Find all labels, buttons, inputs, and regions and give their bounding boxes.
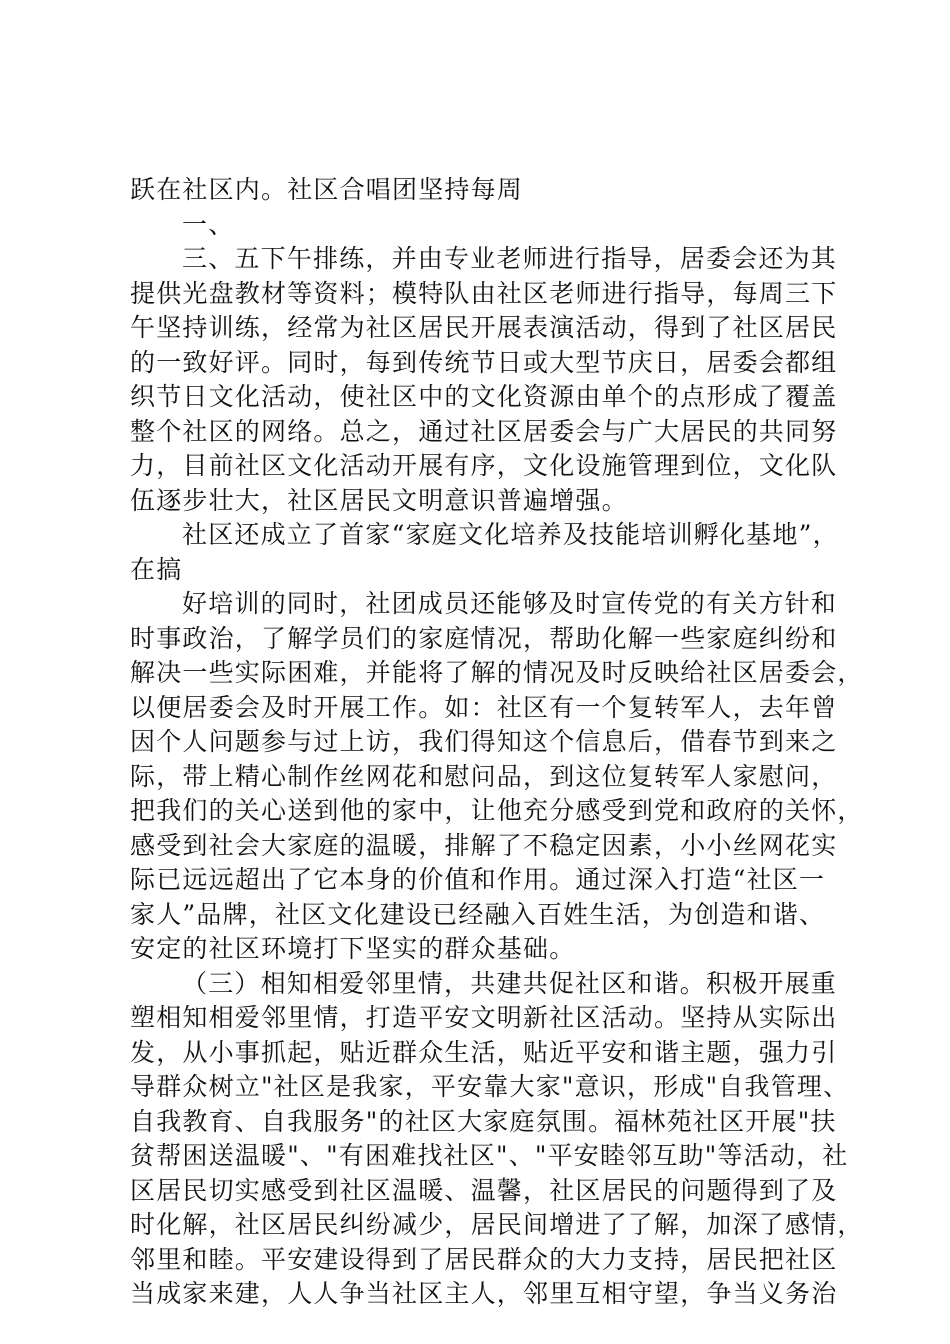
text-line: 整个社区的网络。总之，通过社区居委会与广大居民的共同努: [130, 416, 838, 446]
text-line: 自我教育、自我服务"的社区大家庭氛围。福林苑社区开展"扶: [130, 1106, 837, 1136]
text-line: 跃在社区内。社区合唱团坚持每周: [130, 175, 524, 204]
text-line: 区居民切实感受到社区温暖、温馨，社区居民的问题得到了及: [130, 1175, 838, 1205]
text-line: 家人”品牌，社区文化建设已经融入百姓生活，为创造和谐、: [130, 899, 826, 929]
text-line: 织节日文化活动，使社区中的文化资源由单个的点形成了覆盖: [130, 382, 838, 411]
text-line: 在搞: [130, 554, 183, 584]
body-text: [130, 173, 864, 1312]
text-line: 午坚持训练，经常为社区居民开展表演活动，得到了社区居民: [130, 313, 838, 342]
text-line: 当成家来建，人人争当社区主人，邻里互相守望，争当义务治: [130, 1279, 838, 1308]
text-line: 时化解，社区居民纠纷减少，居民间增进了了解，加深了感情，: [130, 1210, 864, 1239]
text-line: 贫帮困送温暖"、"有困难找社区"、"平安睦邻互助"等活动，社: [130, 1141, 849, 1170]
text-line: 时事政治，了解学员们的家庭情况，帮助化解一些家庭纠纷和: [130, 623, 838, 653]
text-line: 感受到社会大家庭的温暖，排解了不稳定因素，小小丝网花实: [130, 830, 838, 860]
text-line: 导群众树立"社区是我家，平安靠大家"意识，形成"自我管理、: [130, 1072, 850, 1101]
text-line: 塑相知相爱邻里情，打造平安文明新社区活动。坚持从实际出: [130, 1003, 838, 1032]
text-line: 的一致好评。同时，每到传统节日或大型节庆日，居委会都组: [130, 347, 838, 377]
text-line: 解决一些实际困难，并能将了解的情况及时反映给社区居委会，: [130, 658, 864, 687]
text-line: 以便居委会及时开展工作。如：社区有一个复转军人，去年曾: [130, 692, 838, 722]
text-line: 安定的社区环境打下坚实的群众基础。: [130, 934, 576, 963]
text-line: （三）相知相爱邻里情，共建共促社区和谐。积极开展重: [182, 968, 838, 998]
text-line: 一、: [182, 209, 235, 239]
text-line: 提供光盘教材等资料；模特队由社区老师进行指导，每周三下: [130, 278, 838, 308]
text-line: 三、五下午排练，并由专业老师进行指导，居委会还为其: [182, 244, 838, 273]
text-line: 际已远远超出了它本身的价值和作用。通过深入打造“社区一: [130, 865, 826, 894]
text-line: 好培训的同时，社团成员还能够及时宣传党的有关方针和: [182, 589, 838, 618]
text-line: 伍逐步壮大，社区居民文明意识普遍增强。: [130, 485, 628, 515]
text-line: 社区还成立了首家“家庭文化培养及技能培训孵化基地”，: [182, 520, 839, 549]
text-line: 力，目前社区文化活动开展有序，文化设施管理到位，文化队: [130, 451, 838, 480]
text-line: 因个人问题参与过上访，我们得知这个信息后，借春节到来之: [130, 727, 838, 756]
text-line: 发，从小事抓起，贴近群众生活，贴近平安和谐主题，强力引: [130, 1037, 838, 1067]
text-line: 邻里和睦。平安建设得到了居民群众的大力支持，居民把社区: [130, 1244, 838, 1274]
text-line: 际，带上精心制作丝网花和慰问品，到这位复转军人家慰问，: [130, 761, 838, 791]
text-line: 把我们的关心送到他的家中，让他充分感受到党和政府的关怀，: [130, 796, 864, 825]
